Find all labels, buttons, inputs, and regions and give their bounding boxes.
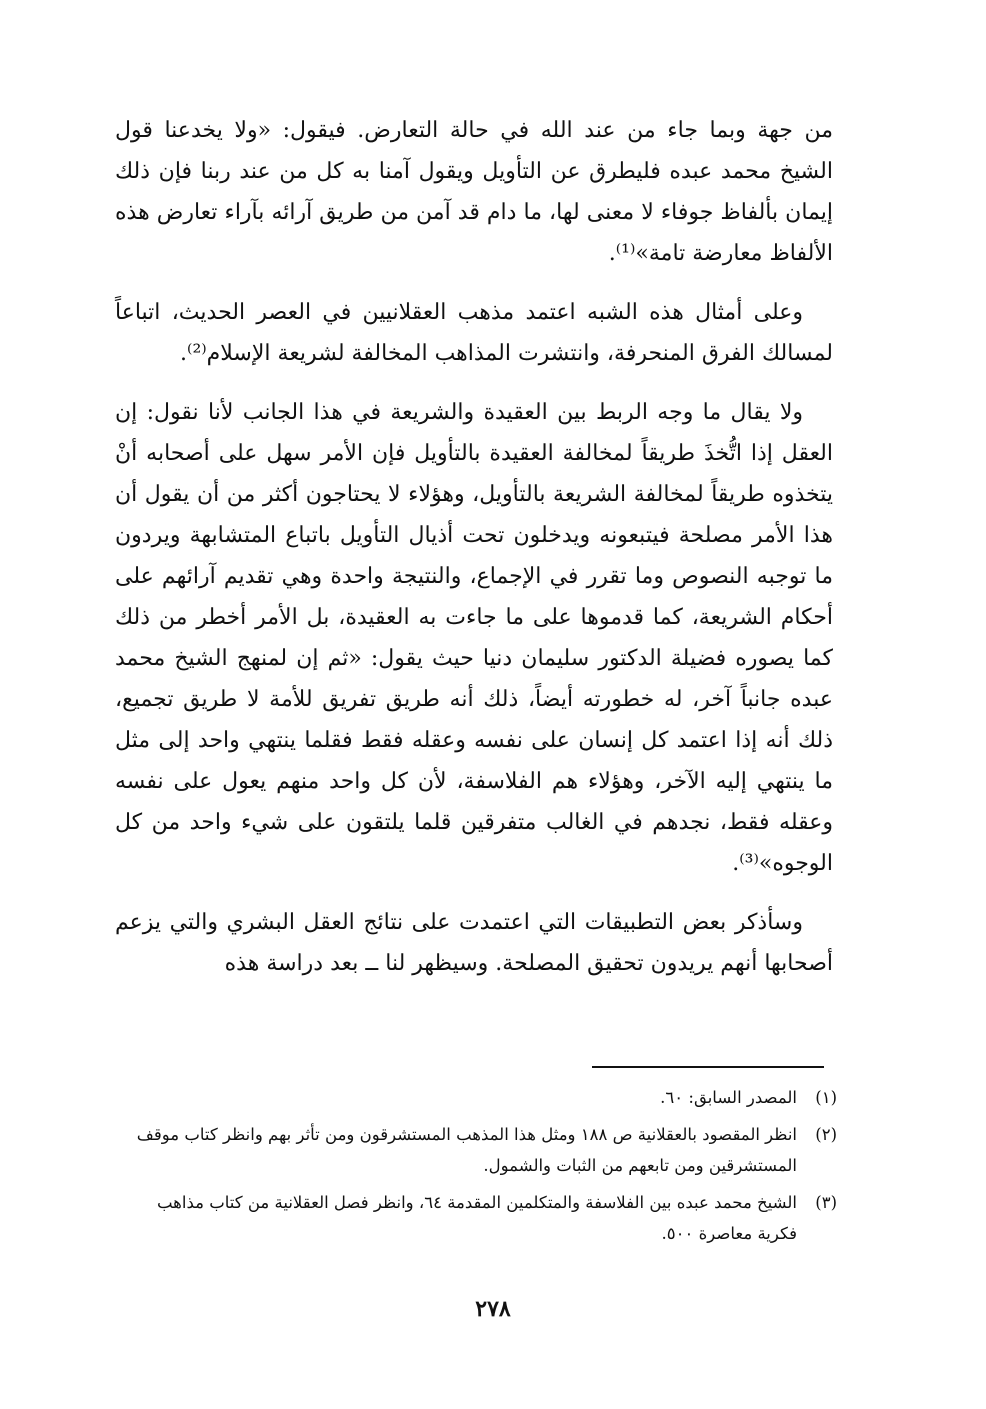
page-number: ٢٧٨ [475, 1296, 511, 1322]
footnote-divider [592, 1066, 824, 1068]
footnote-2 [115, 1119, 837, 1181]
footnote-number: (٢) [815, 1125, 837, 1144]
paragraph-1: من جهة وبما جاء من عند الله في حالة التعارض. فيقول: «ولا يخدعنا قول الشيخ محمد عبده فليطرق عن التأويل ويقول آمنا به كل من عند ربنا فإن ذلك إيمان بألفاظ جوفاء لا معنى لها، ما دام قد آمن من طريق آرائه بآراء تعارض هذه الألفاظ معارضة تامة»⁽¹⁾. [115, 118, 833, 266]
footnote-text: الشيخ محمد عبده بين الفلاسفة والمتكلمين المقدمة ٦٤، وانظر فصل العقلانية من كتاب مذاهب فكرية معاصرة ٥٠٠. [156, 1193, 797, 1243]
footnote-text: انظر المقصود بالعقلانية ص ١٨٨ ومثل هذا المذهب المستشرقون ومن تأثر بهم وانظر كتاب موقف المستشرقين ومن تابعهم من الثبات والشمول. [136, 1125, 797, 1175]
paragraph-3: ولا يقال ما وجه الربط بين العقيدة والشريعة في هذا الجانب لأنا نقول: إن العقل إذا اتُّخذَ طريقاً لمخالفة العقيدة بالتأويل فإن الأمر سهل على أصحابه أنْ يتخذوه طريقاً لمخالفة الشريعة بالتأويل، وهؤلاء لا يحتاجون أكثر من أن يقول أن هذا الأمر مصلحة فيتبعونه ويدخلون تحت أذيال التأويل باتباع المتشابهة ويردون ما توجبه النصوص وما تقرر في الإجماع، والنتيجة واحدة وهي تقديم آرائهم على أحكام الشريعة، كما قدموها على ما جاءت به العقيدة، بل الأمر أخطر من ذلك كما يصوره فضيلة الدكتور سليمان دنيا حيث يقول: «ثم إن لمنهج الشيخ محمد عبده جانباً آخر، له خطورته أيضاً، ذلك أنه طريق تفريق للأمة لا طريق تجميع، ذلك أنه إذا اعتمد كل إنسان على نفسه وعقله فقط فقلما ينتهي واحد إلى مثل ما ينتهي إليه الآخر، وهؤلاء هم الفلاسفة، لأن كل واحد منهم يعول على نفسه وعقله فقط، نجدهم في الغالب متفرقين قلما يلتقون على شيء واحد من كل الوجوه»⁽³⁾. [115, 400, 833, 876]
footnote-number: (٣) [815, 1193, 837, 1212]
footnote-1 [115, 1082, 837, 1113]
main-text [115, 110, 833, 1002]
footnote-text: المصدر السابق: ٦٠. [660, 1088, 797, 1107]
paragraph-2: وعلى أمثال هذه الشبه اعتمد مذهب العقلانيين في العصر الحديث، اتباعاً لمسالك الفرق المنحرفة، وانتشرت المذاهب المخالفة لشريعة الإسلام⁽²⁾. [115, 300, 833, 366]
footnote-number: (١) [815, 1088, 837, 1107]
paragraph-4: وسأذكر بعض التطبيقات التي اعتمدت على نتائج العقل البشري والتي يزعم أصحابها أنهم يريدون تحقيق المصلحة. وسيظهر لنا ــ بعد دراسة هذه [115, 910, 833, 976]
footnote-3 [115, 1187, 837, 1249]
footnotes [115, 1082, 837, 1255]
